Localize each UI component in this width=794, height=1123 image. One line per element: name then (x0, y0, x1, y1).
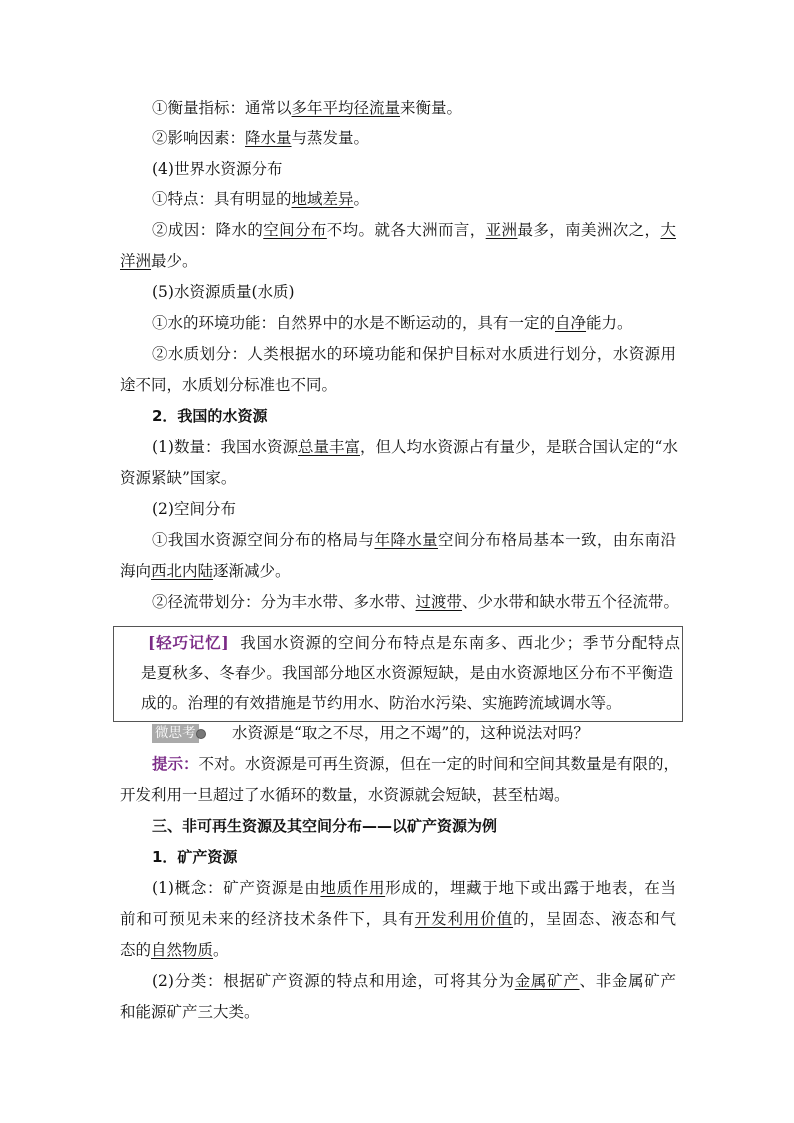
underlined-term: 开发利用价值 (414, 910, 514, 928)
underlined-term: 洋洲 (120, 252, 152, 270)
memory-tip-line-1 (148, 633, 680, 653)
underlined-term: 亚洲 (485, 221, 518, 239)
concept-line (152, 878, 676, 898)
think-question: 水资源是“取之不尽，用之不竭”的，这种说法对吗？ (232, 724, 589, 742)
underlined-term: 自净 (555, 314, 587, 332)
world-distribution-heading: (4)世界水资源分布 (152, 160, 283, 178)
text: (2)分类：根据矿产资源的特点和用途，可将其分为 (152, 972, 515, 990)
text: 来衡量。 (400, 99, 463, 117)
text: ②影响因素： (152, 129, 246, 147)
underlined-term: 地质作用 (320, 879, 386, 897)
text: ②成因：降水的 (152, 221, 264, 239)
text: 我国水资源的空间分布特点是东南多、西北少；季节分配特点 (240, 634, 681, 652)
text: 最少。 (151, 252, 198, 270)
bullet-dot-icon (196, 729, 206, 739)
memory-tip-line-3: 成的。治理的有效措施是节约用水、防治水污染、实施跨流域调水等。 (141, 694, 622, 712)
text: 空间分布格局基本一致，由东南沿 (438, 531, 676, 549)
text: 态的 (120, 941, 152, 959)
memory-tip-tag: [轻巧记忆] (148, 633, 229, 652)
concept-line-2 (120, 909, 676, 929)
text: 。 (353, 190, 370, 208)
text: ①我国水资源空间分布的格局与 (152, 531, 375, 549)
underlined-term: 总量丰富 (297, 438, 360, 456)
underlined-term: 地域差异 (291, 190, 354, 208)
text: 形成的，埋藏于地下或出露于地表，在当 (385, 879, 676, 897)
text: ①衡量指标：通常以 (152, 99, 292, 117)
quality-division-line: ②水质划分：人类根据水的环境功能和保护目标对水质进行划分，水资源用 (152, 345, 676, 363)
text: 能力。 (586, 314, 633, 332)
underlined-term: 多年平均径流量 (291, 99, 401, 117)
runoff-belt-line (152, 592, 680, 612)
text: 、少水带和缺水带五个径流带。 (462, 593, 680, 611)
text: (1)概念：矿产资源是由 (152, 879, 321, 897)
memory-tip-box (113, 626, 683, 722)
text: ，但人均水资源占有量少，是联合国认定的“水 (359, 438, 678, 456)
underlined-term: 西北内陆 (151, 562, 214, 580)
underlined-term: 降水量 (245, 129, 292, 147)
text: 前和可预见未来的经济技术条件下，具有 (120, 910, 415, 928)
classification-line (152, 971, 676, 991)
cause-line-cont (120, 251, 676, 271)
underlined-term: 过渡带 (415, 593, 463, 611)
text: 、非金属矿产 (579, 972, 676, 990)
hint-line-cont: 开发利用一旦超过了水循环的数量，水资源就会短缺，甚至枯竭。 (120, 786, 570, 804)
quantity-line-cont: 资源紧缺”国家。 (120, 469, 237, 487)
memory-tip-line-2: 是夏秋多、冬春少。我国部分地区水资源短缺，是由水资源地区分布不平衡造 (141, 664, 673, 682)
text: 逐渐减少。 (213, 562, 291, 580)
underlined-term: 金属矿产 (514, 972, 580, 990)
text: 不均。就各大洲而言， (326, 221, 486, 239)
text: 。 (213, 941, 229, 959)
underlined-term: 年降水量 (374, 531, 439, 549)
feature-line (152, 189, 676, 209)
water-quality-heading: (5)水资源质量(水质) (152, 283, 295, 301)
spatial-distribution-heading: (2)空间分布 (152, 500, 236, 518)
china-water-heading: 2．我国的水资源 (152, 407, 268, 425)
classification-line-cont: 和能源矿产三大类。 (120, 1003, 260, 1021)
think-badge: 微思考 (152, 724, 199, 743)
spatial-pattern-line (152, 530, 676, 550)
env-function-line (152, 313, 676, 333)
underlined-term: 自然物质 (151, 941, 214, 959)
text: 海向 (120, 562, 152, 580)
text: ②径流带划分：分为丰水带、多水带、 (152, 593, 416, 611)
text: 的，呈固态、液态和气 (513, 910, 676, 928)
hint-line (152, 754, 680, 774)
quantity-line (152, 437, 676, 457)
spatial-pattern-line-cont (120, 561, 676, 581)
text: 与蒸发量。 (291, 129, 370, 147)
mineral-resources-heading: 1．矿产资源 (152, 848, 238, 866)
hint-label: 提示： (152, 754, 199, 773)
underlined-term: 大 (660, 221, 676, 239)
quality-division-line-cont: 途不同，水质划分标准也不同。 (120, 376, 338, 394)
text: ①水的环境功能：自然界中的水是不断运动的，具有一定的 (152, 314, 556, 332)
section-three-title: 三、非可再生资源及其空间分布——以矿产资源为例 (152, 817, 498, 835)
cause-line (152, 220, 676, 240)
text: 最多，南美洲次之， (517, 221, 661, 239)
concept-line-3 (120, 940, 676, 960)
text: (1)数量：我国水资源 (152, 438, 298, 456)
measure-indicator-line (152, 98, 676, 118)
underlined-term: 空间分布 (263, 221, 327, 239)
influence-factors-line (152, 128, 676, 148)
text: 不对。水资源是可再生资源，但在一定的时间和空间其数量是有限的， (198, 755, 680, 773)
text: ①特点：具有明显的 (152, 190, 292, 208)
